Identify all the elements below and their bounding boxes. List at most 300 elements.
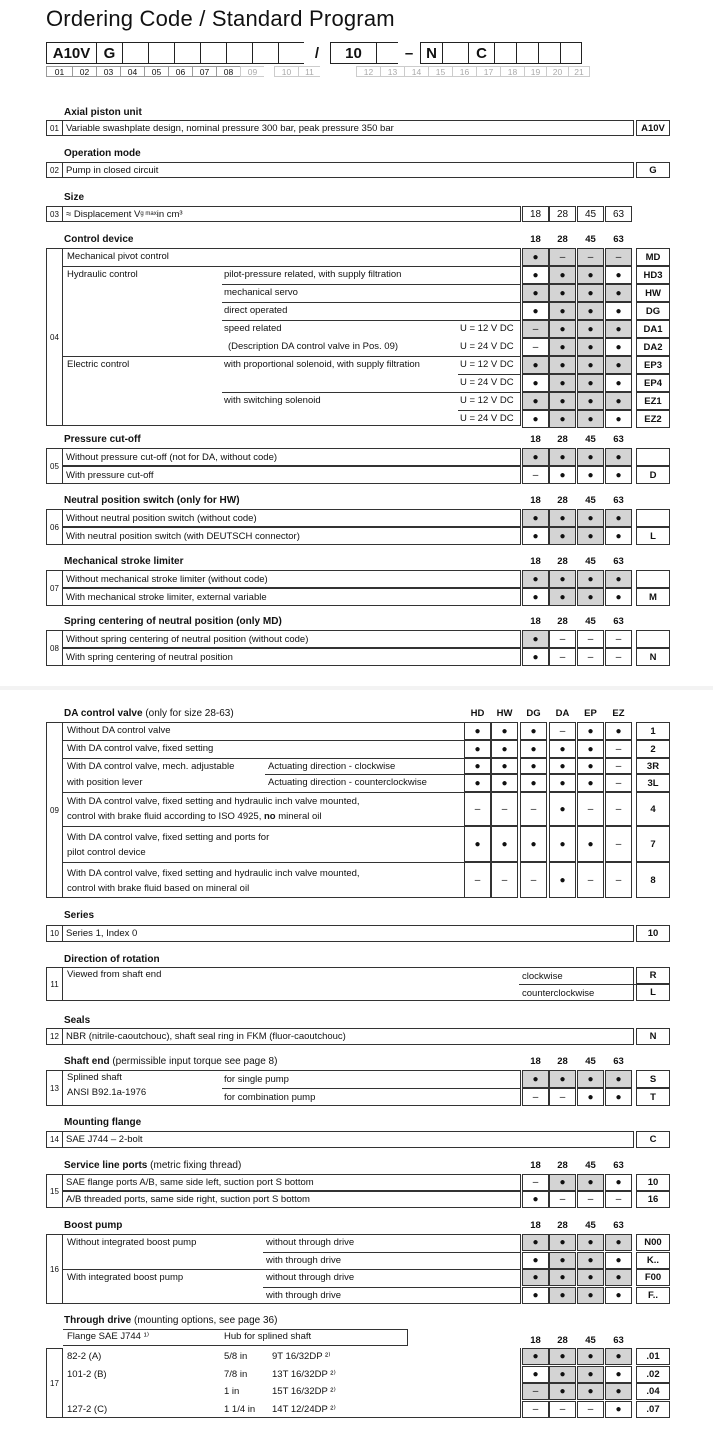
- availability-cell: ●: [577, 740, 604, 758]
- order-code: K..: [636, 1252, 670, 1269]
- availability-cell: ●: [577, 1287, 604, 1304]
- availability-cell: ●: [605, 1174, 632, 1191]
- availability-cell: ●: [605, 588, 632, 606]
- availability-cell: –: [491, 862, 518, 898]
- code-cell: [538, 42, 560, 64]
- column-header: DG: [526, 708, 541, 719]
- availability-cell: 28: [549, 206, 576, 222]
- row-text: With mechanical stroke limiter, external variable: [63, 588, 521, 606]
- order-code: HW: [636, 284, 670, 302]
- order-code: R: [636, 967, 670, 984]
- availability-cell: ●: [549, 758, 576, 774]
- position-number: 16: [46, 1234, 63, 1304]
- section-title: Size: [64, 192, 85, 203]
- availability-cell: ●: [549, 1252, 576, 1269]
- column-header: 28: [557, 495, 568, 506]
- rule: [63, 862, 465, 863]
- position-number: 08: [216, 66, 240, 77]
- position-number: [320, 66, 356, 77]
- row-label: for combination pump: [224, 1092, 316, 1103]
- position-number: 04: [120, 66, 144, 77]
- code-cell: [148, 42, 174, 64]
- order-code: 4: [636, 792, 670, 826]
- row-label: With DA control valve, fixed setting and hydraulic inch valve mounted,: [67, 796, 360, 807]
- position-number: 19: [524, 66, 546, 77]
- column-header: 45: [585, 1220, 596, 1231]
- voltage-label: U = 12 V DC: [460, 359, 514, 370]
- availability-cell: ●: [522, 448, 549, 466]
- order-code: A10V: [636, 120, 670, 136]
- availability-cell: –: [464, 862, 491, 898]
- availability-cell: ●: [520, 774, 547, 792]
- column-header: 45: [585, 1056, 596, 1067]
- section-title: Spring centering of neutral position (only MD): [64, 616, 282, 627]
- column-header: 45: [585, 1335, 596, 1346]
- availability-cell: ●: [522, 588, 549, 606]
- voltage-label: U = 24 V DC: [460, 377, 514, 388]
- availability-cell: ●: [549, 1348, 576, 1365]
- availability-cell: ●: [522, 1070, 549, 1088]
- rule: [458, 410, 521, 411]
- availability-cell: –: [577, 630, 604, 648]
- availability-cell: –: [605, 792, 632, 826]
- position-number: 05: [144, 66, 168, 77]
- availability-cell: ●: [549, 1287, 576, 1304]
- rule: [222, 1088, 521, 1089]
- code-cell: [560, 42, 582, 64]
- availability-cell: –: [464, 792, 491, 826]
- column-header: HD: [470, 708, 485, 719]
- availability-cell: ●: [549, 1070, 576, 1088]
- availability-cell: ●: [605, 722, 632, 740]
- availability-cell: ●: [605, 527, 632, 545]
- availability-cell: ●: [522, 266, 549, 284]
- availability-cell: ●: [549, 1234, 576, 1251]
- position-number-bar: [46, 66, 590, 77]
- column-header: 18: [530, 1220, 541, 1231]
- availability-cell: –: [522, 338, 549, 356]
- order-code: [636, 570, 670, 588]
- availability-cell: –: [491, 792, 518, 826]
- availability-cell: –: [522, 466, 549, 484]
- voltage-label: U = 12 V DC: [460, 323, 514, 334]
- availability-cell: –: [605, 774, 632, 792]
- page-divider: [0, 686, 713, 690]
- availability-cell: ●: [577, 722, 604, 740]
- code-cell: /: [314, 44, 320, 62]
- voltage-label: U = 24 V DC: [460, 413, 514, 424]
- position-number: 06: [168, 66, 192, 77]
- column-header: 63: [613, 1056, 624, 1067]
- row-text: Without spring centering of neutral position (without code): [63, 630, 521, 648]
- column-header: 63: [613, 434, 624, 445]
- row-text: Series 1, Index 0: [63, 925, 634, 942]
- order-code: L: [636, 527, 670, 545]
- order-code: N: [636, 1028, 670, 1045]
- availability-cell: ●: [605, 1269, 632, 1286]
- row-label: Viewed from shaft end: [67, 969, 162, 980]
- rule: [222, 392, 521, 393]
- section-title: Mechanical stroke limiter: [64, 556, 184, 567]
- section-title: Operation mode: [64, 148, 141, 159]
- availability-cell: ●: [464, 758, 491, 774]
- column-header: 28: [557, 434, 568, 445]
- row-label: for single pump: [224, 1074, 289, 1085]
- rule: [519, 984, 636, 985]
- position-number: 13: [46, 1070, 63, 1106]
- row-text: With pressure cut-off: [63, 466, 521, 484]
- order-code: EZ1: [636, 392, 670, 410]
- row-label: With DA control valve, fixed setting and ports for: [67, 832, 270, 843]
- column-header: HW: [496, 708, 513, 719]
- row-label: Without DA control valve: [67, 725, 171, 736]
- availability-cell: –: [605, 1191, 632, 1208]
- availability-cell: ●: [520, 740, 547, 758]
- section-title: Service line ports (metric fixing thread): [64, 1160, 242, 1171]
- availability-cell: 45: [577, 206, 604, 222]
- column-header: 18: [530, 234, 541, 245]
- order-code: T: [636, 1088, 670, 1106]
- position-number: 02: [46, 162, 63, 178]
- availability-cell: ●: [549, 509, 576, 527]
- rule: [263, 1287, 521, 1288]
- page-title: Ordering Code / Standard Program: [46, 6, 395, 31]
- order-code: MD: [636, 248, 670, 266]
- availability-cell: –: [577, 1401, 604, 1418]
- order-code: 3L: [636, 774, 670, 792]
- column-header: 63: [613, 616, 624, 627]
- section-title: Direction of rotation: [64, 954, 160, 965]
- row-label: control with brake fluid based on mineral oil: [67, 883, 250, 894]
- position-number: 06: [46, 509, 63, 545]
- column-header: 63: [613, 234, 624, 245]
- availability-cell: ●: [577, 392, 604, 410]
- availability-cell: ●: [605, 410, 632, 428]
- availability-cell: ●: [549, 740, 576, 758]
- order-code: D: [636, 466, 670, 484]
- hub-spec: 13T 16/32DP ²⁾: [272, 1369, 336, 1380]
- position-number: 09: [46, 722, 63, 898]
- order-code: G: [636, 162, 670, 178]
- availability-cell: ●: [520, 722, 547, 740]
- availability-cell: ●: [577, 527, 604, 545]
- row-label: without through drive: [266, 1272, 355, 1283]
- position-number: 12: [46, 1028, 63, 1045]
- order-code: C: [636, 1131, 670, 1148]
- rule: [63, 1269, 521, 1270]
- row-label: (Description DA control valve in Pos. 09): [228, 341, 399, 352]
- availability-cell: ●: [605, 284, 632, 302]
- availability-cell: ●: [605, 1348, 632, 1365]
- position-number: 01: [46, 120, 63, 136]
- flange-label: 127-2 (C): [67, 1404, 108, 1415]
- availability-cell: ●: [605, 356, 632, 374]
- availability-cell: –: [605, 248, 632, 266]
- availability-cell: –: [605, 826, 632, 862]
- availability-cell: ●: [549, 1383, 576, 1400]
- availability-cell: –: [549, 1191, 576, 1208]
- availability-cell: ●: [577, 588, 604, 606]
- order-code: 8: [636, 862, 670, 898]
- row-label: with switching solenoid: [224, 395, 321, 406]
- rule: [63, 792, 465, 793]
- availability-cell: ●: [491, 826, 518, 862]
- row-label: Electric control: [67, 359, 130, 370]
- ordering-code-bar: [46, 42, 582, 64]
- position-number: 01: [46, 66, 72, 77]
- column-header: 28: [557, 556, 568, 567]
- availability-cell: –: [549, 1088, 576, 1106]
- row-text: Pump in closed circuit: [63, 162, 634, 178]
- column-header: 28: [557, 1160, 568, 1171]
- row-label: without through drive: [266, 1237, 355, 1248]
- row-text: ≈ Displacement V g max in cm³: [63, 206, 521, 222]
- position-number: 15: [428, 66, 452, 77]
- availability-cell: ●: [522, 630, 549, 648]
- availability-cell: ●: [491, 722, 518, 740]
- rule: [222, 284, 521, 285]
- code-cell: [200, 42, 226, 64]
- availability-cell: ●: [464, 722, 491, 740]
- availability-cell: 63: [605, 206, 632, 222]
- availability-cell: –: [577, 862, 604, 898]
- column-header: 18: [530, 434, 541, 445]
- availability-cell: ●: [577, 338, 604, 356]
- row-text: Without neutral position switch (without code): [63, 509, 521, 527]
- row-label: Mechanical pivot control: [67, 251, 169, 262]
- row-label: Hydraulic control: [67, 269, 138, 280]
- column-header: DA: [555, 708, 570, 719]
- section-title: Through drive (mounting options, see page 36): [64, 1315, 278, 1326]
- column-header: EZ: [612, 708, 625, 719]
- position-number: 12: [356, 66, 380, 77]
- availability-cell: ●: [549, 588, 576, 606]
- row-label: pilot control device: [67, 847, 146, 858]
- code-cell: 10: [330, 42, 376, 64]
- availability-cell: –: [549, 648, 576, 666]
- row-label: with through drive: [266, 1290, 341, 1301]
- availability-cell: ●: [491, 740, 518, 758]
- availability-cell: ●: [549, 570, 576, 588]
- order-code: 7: [636, 826, 670, 862]
- availability-cell: ●: [491, 758, 518, 774]
- availability-cell: ●: [577, 826, 604, 862]
- availability-cell: ●: [577, 410, 604, 428]
- column-header: 63: [613, 1220, 624, 1231]
- availability-cell: ●: [577, 1252, 604, 1269]
- availability-cell: ●: [577, 1234, 604, 1251]
- section-note: (mounting options, see page 36): [131, 1315, 278, 1326]
- availability-cell: ●: [522, 648, 549, 666]
- availability-cell: ●: [549, 320, 576, 338]
- code-cell: [516, 42, 538, 64]
- availability-cell: –: [577, 648, 604, 666]
- availability-cell: ●: [577, 758, 604, 774]
- row-text: SAE flange ports A/B, same side left, suction port S bottom: [63, 1174, 521, 1191]
- position-number: 07: [46, 570, 63, 606]
- rule: [63, 826, 465, 827]
- row-label: direct operated: [224, 305, 288, 316]
- availability-cell: ●: [549, 1269, 576, 1286]
- availability-cell: –: [605, 630, 632, 648]
- order-code: 3R: [636, 758, 670, 774]
- rule: [263, 1252, 521, 1253]
- column-header: 18: [530, 556, 541, 567]
- column-header: 18: [530, 495, 541, 506]
- availability-cell: ●: [605, 1088, 632, 1106]
- code-cell: [174, 42, 200, 64]
- row-label: ANSI B92.1a-1976: [67, 1087, 147, 1098]
- emphasis: no: [263, 811, 276, 822]
- availability-cell: ●: [605, 570, 632, 588]
- availability-cell: ●: [522, 1191, 549, 1208]
- column-header: 28: [557, 234, 568, 245]
- code-cell: [494, 42, 516, 64]
- availability-cell: –: [549, 248, 576, 266]
- availability-cell: ●: [522, 1287, 549, 1304]
- order-code: [636, 509, 670, 527]
- position-number: 02: [72, 66, 96, 77]
- availability-cell: –: [605, 758, 632, 774]
- availability-cell: ●: [464, 740, 491, 758]
- availability-cell: ●: [522, 356, 549, 374]
- position-number: 07: [192, 66, 216, 77]
- row-text: A/B threaded ports, same side right, suction port S bottom: [63, 1191, 521, 1208]
- availability-cell: –: [522, 1383, 549, 1400]
- availability-cell: –: [520, 792, 547, 826]
- availability-cell: –: [522, 1174, 549, 1191]
- voltage-label: U = 24 V DC: [460, 341, 514, 352]
- availability-cell: ●: [522, 392, 549, 410]
- availability-cell: ●: [605, 1401, 632, 1418]
- section-title: Pressure cut-off: [64, 434, 141, 445]
- column-header: 45: [585, 434, 596, 445]
- row-label: counterclockwise: [522, 988, 595, 999]
- section-title: Control device: [64, 234, 134, 245]
- row-label: control with brake fluid according to ISO 4925, no mineral oil: [67, 811, 322, 822]
- availability-cell: ●: [522, 1269, 549, 1286]
- voltage-label: U = 12 V DC: [460, 395, 514, 406]
- rule: [222, 302, 521, 303]
- code-cell: A10V: [46, 42, 96, 64]
- rule: [63, 758, 465, 759]
- availability-cell: ●: [577, 374, 604, 392]
- availability-cell: –: [549, 722, 576, 740]
- availability-cell: ●: [522, 248, 549, 266]
- availability-cell: ●: [605, 266, 632, 284]
- row-label: with proportional solenoid, with supply filtration: [224, 359, 420, 370]
- section-note: (permissible input torque see page 8): [109, 1056, 278, 1067]
- availability-cell: ●: [605, 1287, 632, 1304]
- position-number: 03: [96, 66, 120, 77]
- hub-spec: 15T 16/32DP ²⁾: [272, 1386, 336, 1397]
- order-code: .04: [636, 1383, 670, 1400]
- row-text: Without pressure cut-off (not for DA, without code): [63, 448, 521, 466]
- row-text: With neutral position switch (with DEUTSCH connector): [63, 527, 521, 545]
- row-text: With spring centering of neutral position: [63, 648, 521, 666]
- availability-cell: ●: [549, 266, 576, 284]
- availability-cell: –: [549, 1401, 576, 1418]
- flange-label: 101-2 (B): [67, 1369, 107, 1380]
- row-label: with position lever: [67, 777, 143, 788]
- availability-cell: –: [549, 630, 576, 648]
- code-cell: [442, 42, 468, 64]
- order-code: DG: [636, 302, 670, 320]
- availability-cell: ●: [464, 774, 491, 792]
- availability-cell: –: [577, 792, 604, 826]
- availability-cell: ●: [577, 774, 604, 792]
- availability-cell: ●: [605, 320, 632, 338]
- availability-cell: ●: [549, 792, 576, 826]
- column-header: 18: [530, 1335, 541, 1346]
- column-header: 18: [530, 616, 541, 627]
- position-number: 09: [240, 66, 264, 77]
- availability-cell: ●: [549, 774, 576, 792]
- section-title: Mounting flange: [64, 1117, 142, 1128]
- availability-cell: ●: [605, 1383, 632, 1400]
- code-cell: N: [420, 42, 442, 64]
- availability-cell: –: [522, 320, 549, 338]
- code-cell: [226, 42, 252, 64]
- availability-cell: ●: [605, 448, 632, 466]
- code-cell: C: [468, 42, 494, 64]
- section-title: Boost pump: [64, 1220, 123, 1231]
- availability-cell: ●: [577, 284, 604, 302]
- order-code: F00: [636, 1269, 670, 1286]
- position-number: 14: [46, 1131, 63, 1148]
- position-number: 10: [274, 66, 298, 77]
- availability-cell: ●: [577, 1366, 604, 1383]
- availability-cell: –: [605, 740, 632, 758]
- availability-cell: ●: [549, 527, 576, 545]
- availability-cell: ●: [520, 758, 547, 774]
- availability-cell: ●: [577, 266, 604, 284]
- row-label: Hub for splined shaft: [224, 1331, 312, 1342]
- availability-cell: ●: [605, 1070, 632, 1088]
- order-code: F..: [636, 1287, 670, 1304]
- availability-cell: ●: [549, 466, 576, 484]
- availability-cell: ●: [549, 862, 576, 898]
- position-number: [264, 66, 274, 77]
- availability-cell: ●: [522, 509, 549, 527]
- row-label: speed related: [224, 323, 282, 334]
- column-header: 63: [613, 1335, 624, 1346]
- availability-cell: 18: [522, 206, 549, 222]
- position-number: 17: [476, 66, 500, 77]
- code-cell: [376, 42, 398, 64]
- availability-cell: ●: [522, 284, 549, 302]
- availability-cell: –: [605, 648, 632, 666]
- row-label: mechanical servo: [224, 287, 298, 298]
- order-code: 1: [636, 722, 670, 740]
- availability-cell: ●: [549, 392, 576, 410]
- availability-cell: ●: [605, 1366, 632, 1383]
- column-header: 63: [613, 1160, 624, 1171]
- availability-cell: ●: [549, 374, 576, 392]
- column-header: 28: [557, 1220, 568, 1231]
- availability-cell: ●: [549, 410, 576, 428]
- availability-cell: ●: [577, 1070, 604, 1088]
- availability-cell: ●: [605, 374, 632, 392]
- column-header: EP: [584, 708, 597, 719]
- availability-cell: ●: [549, 826, 576, 862]
- order-code: .01: [636, 1348, 670, 1365]
- hub-spec: 14T 12/24DP ²⁾: [272, 1404, 336, 1415]
- availability-cell: ●: [605, 1252, 632, 1269]
- row-label: Actuating direction - clockwise: [268, 761, 396, 772]
- availability-cell: ●: [577, 1383, 604, 1400]
- section-title: Series: [64, 910, 95, 921]
